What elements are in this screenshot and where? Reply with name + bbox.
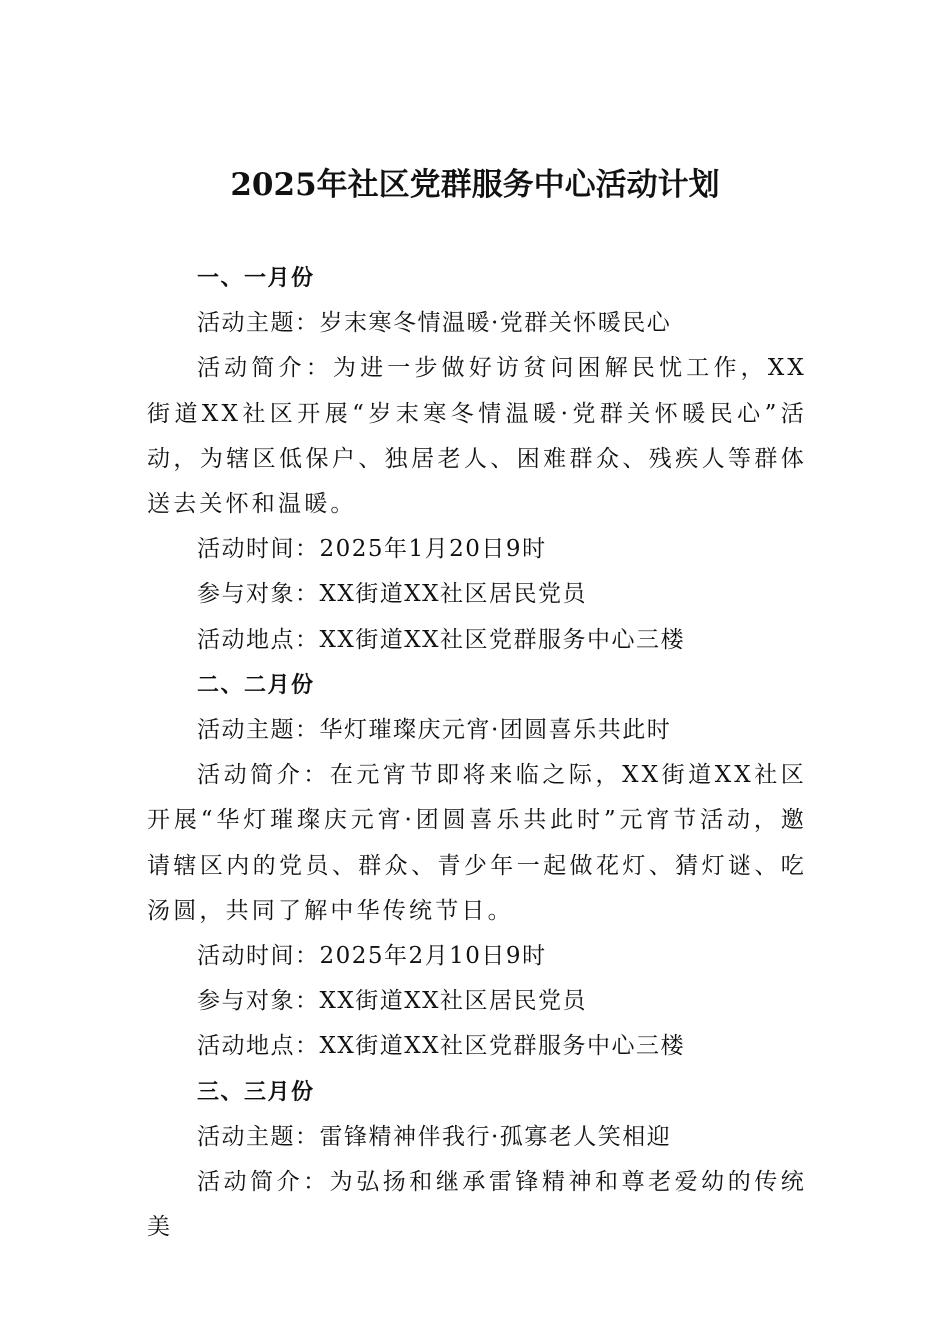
activity-location: 活动地点：XX街道XX社区党群服务中心三楼 xyxy=(197,1033,685,1060)
activity-theme: 活动主题：岁末寒冬情温暖·党群关怀暖民心 xyxy=(197,310,672,337)
activity-time: 活动时间：2025年2月10日9时 xyxy=(197,943,547,970)
activity-participants: 参与对象：XX街道XX社区居民党员 xyxy=(197,988,587,1015)
section-february xyxy=(147,663,807,1070)
document-title: 2025年社区党群服务中心活动计划 xyxy=(230,167,720,203)
activity-theme: 活动主题：华灯璀璨庆元宵·团圆喜乐共此时 xyxy=(197,717,672,744)
document-body xyxy=(147,256,807,1250)
section-heading: 三、三月份 xyxy=(197,1079,315,1105)
section-heading: 一、一月份 xyxy=(197,266,315,291)
activity-intro: 活动简介：在元宵节即将来临之际，XX街道XX社区开展“华灯璀璨庆元宵·团圆喜乐共此时”元宵节活动，邀请辖区内的党员、群众、青少年一起做花灯、猜灯谜、吃汤圆，共同了解中华传统节日。 xyxy=(147,762,807,924)
activity-participants: 参与对象：XX街道XX社区居民党员 xyxy=(197,581,587,608)
activity-time: 活动时间：2025年1月20日9时 xyxy=(197,536,547,563)
section-march xyxy=(147,1070,807,1251)
section-heading: 二、二月份 xyxy=(197,672,315,698)
activity-intro: 活动简介：为进一步做好访贫问困解民忧工作，XX街道XX社区开展“岁末寒冬情温暖·党群关怀暖民心”活动，为辖区低保户、独居老人、困难群众、残疾人等群体送去关怀和温暖。 xyxy=(147,355,807,518)
activity-theme: 活动主题：雷锋精神伴我行·孤寡老人笑相迎 xyxy=(197,1123,672,1150)
activity-location: 活动地点：XX街道XX社区党群服务中心三楼 xyxy=(197,626,685,653)
section-january xyxy=(147,256,807,663)
activity-intro: 活动简介：为弘扬和继承雷锋精神和尊老爱幼的传统美 xyxy=(147,1169,807,1241)
